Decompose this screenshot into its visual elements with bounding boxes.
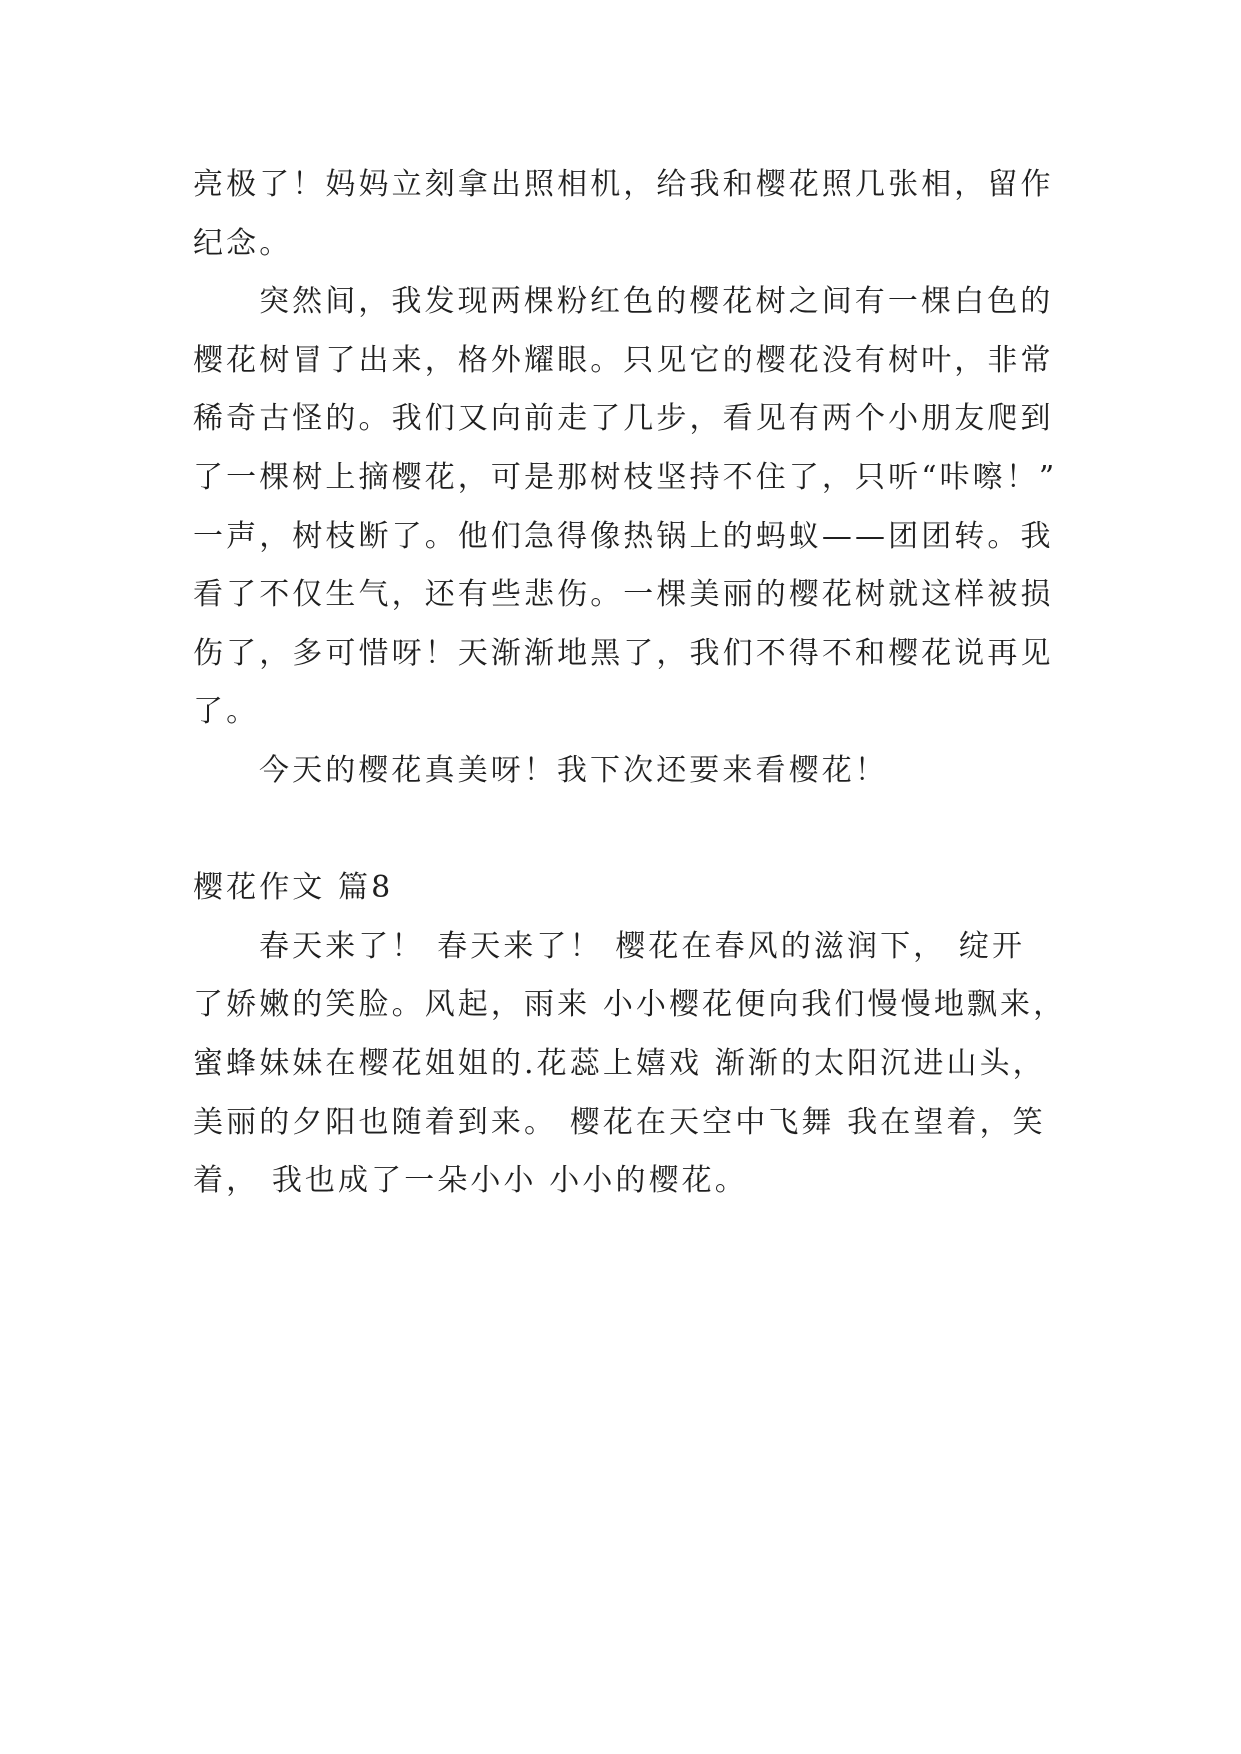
text-line: 了娇嫩的笑脸。风起，雨来 小小樱花便向我们慢慢地飘来， <box>193 987 1067 1023</box>
text-line: 春天来了！ 春天来了！ 樱花在春风的滋润下， 绽开 <box>259 928 1026 964</box>
text-line: 纪念。 <box>193 225 293 261</box>
text-line: 突然间，我发现两棵粉红色的樱花树之间有一棵白色的 <box>259 284 1054 320</box>
text-line: 着， 我也成了一朵小小 小小的樱花。 <box>193 1163 748 1199</box>
paragraph <box>193 273 1058 742</box>
essay-heading: 樱花作文 篇8 <box>193 870 394 906</box>
text-line: 今天的樱花真美呀！我下次还要来看樱花！ <box>259 752 888 788</box>
blank-line <box>193 801 1053 860</box>
text-line: 了一棵树上摘樱花，可是那树枝坚持不住了，只听“咔嚓！” <box>193 459 1058 495</box>
text-line: 稀奇古怪的。我们又向前走了几步，看见有两个小朋友爬到 <box>193 401 1054 437</box>
paragraph <box>193 742 1053 801</box>
text-line: 蜜蜂妹妹在樱花姐姐的.花蕊上嬉戏 渐渐的太阳沉进山头， <box>193 1045 1046 1081</box>
text-line: 伤了，多可惜呀！天渐渐地黑了，我们不得不和樱花说再见 <box>193 635 1054 671</box>
document-body <box>193 156 1067 1211</box>
text-line: 美丽的夕阳也随着到来。 樱花在天空中飞舞 我在望着，笑 <box>193 1104 1046 1140</box>
paragraph <box>193 918 1067 1211</box>
text-line: 一声，树枝断了。他们急得像热锅上的蚂蚁——团团转。我 <box>193 518 1054 554</box>
text-line: 了。 <box>193 694 260 730</box>
text-line: 樱花树冒了出来，格外耀眼。只见它的樱花没有树叶，非常 <box>193 342 1054 378</box>
text-line: 看了不仅生气，还有些悲伤。一棵美丽的樱花树就这样被损 <box>193 577 1054 613</box>
text-line: 亮极了！妈妈立刻拿出照相机，给我和樱花照几张相，留作 <box>193 167 1054 202</box>
paragraph <box>193 156 1053 273</box>
